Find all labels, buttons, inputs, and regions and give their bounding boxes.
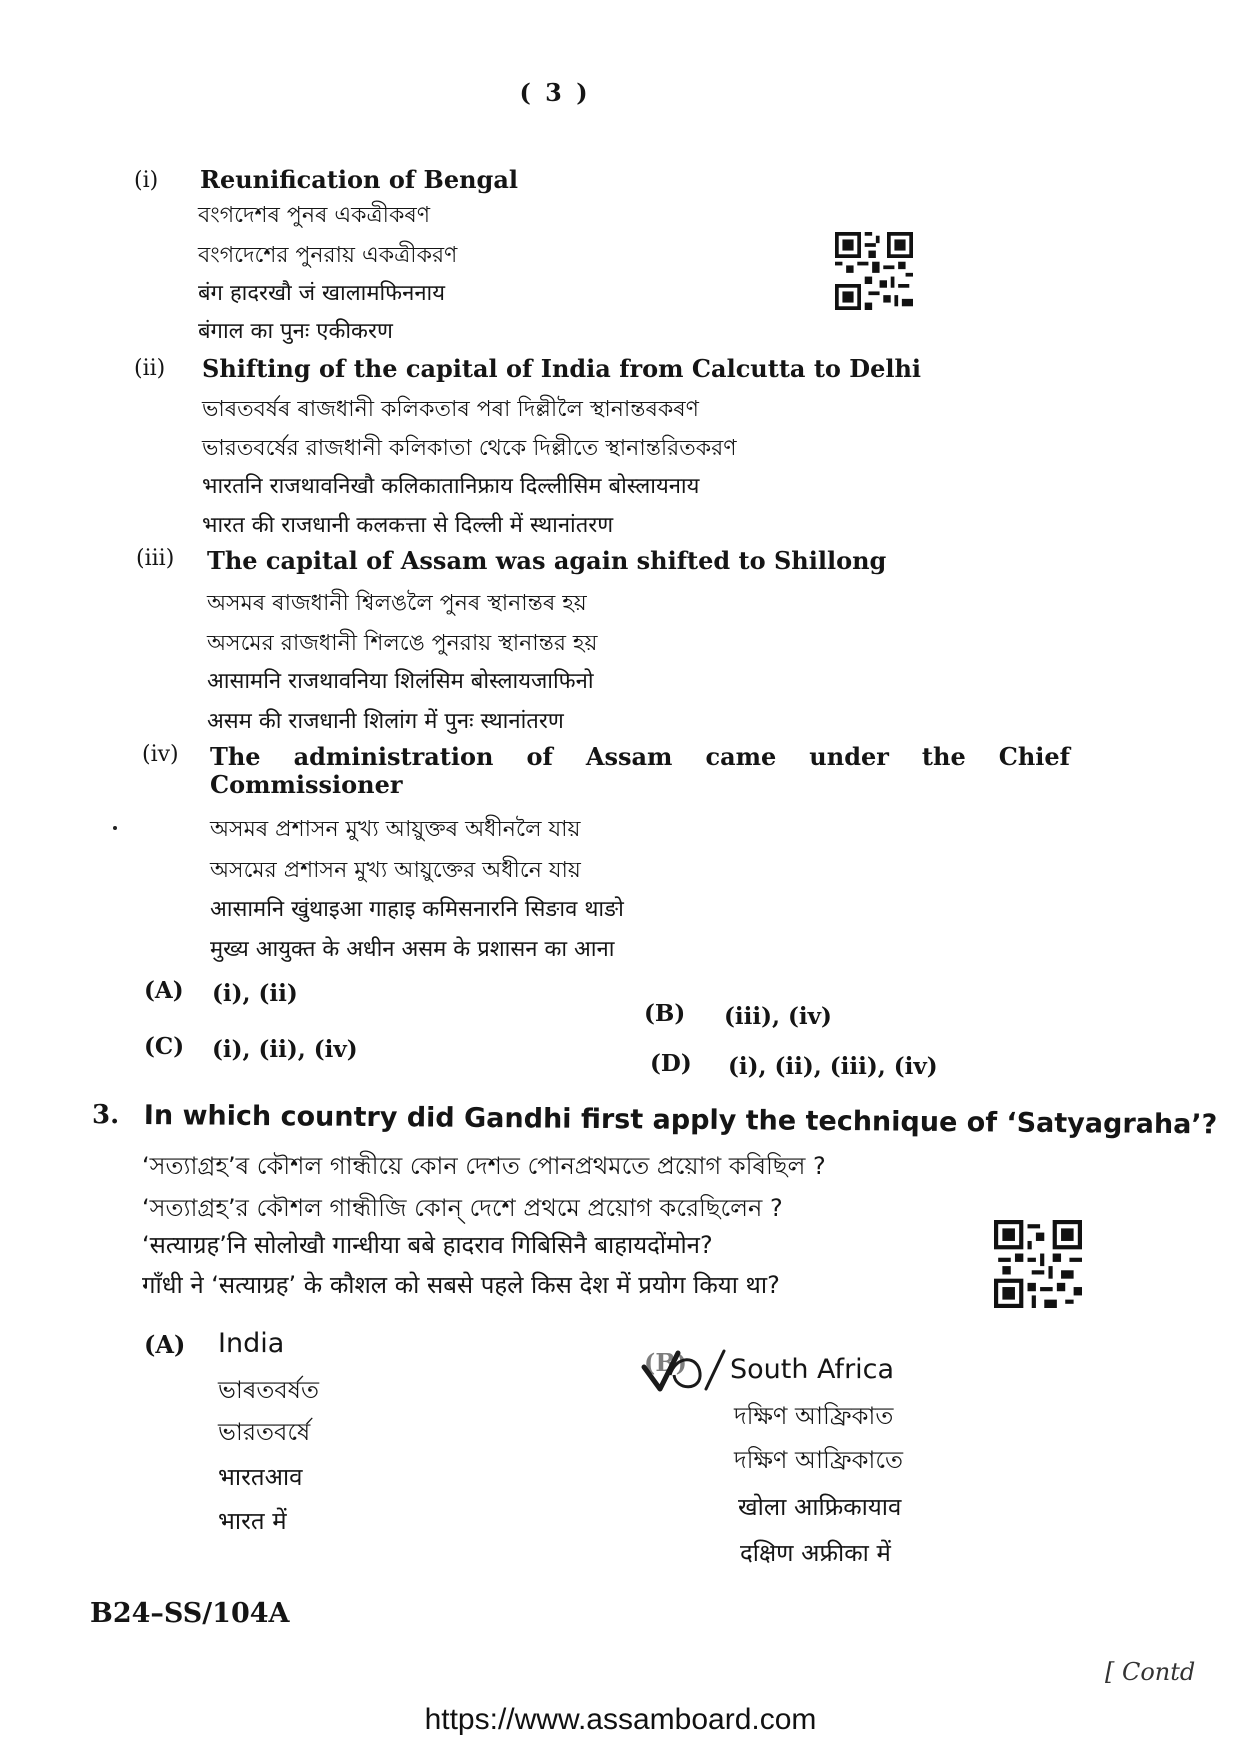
item-line: बंगाल का पुनः एकीकरण: [198, 319, 393, 344]
website-url[interactable]: https://www.assamboard.com: [424, 1703, 817, 1736]
option-text: (i), (ii), (iii), (iv): [728, 1053, 938, 1080]
item-label: (ii): [134, 356, 166, 381]
item-line: भारत की राजधानी कलकत्ता से दिल्ली में स्थानांतरण: [202, 513, 614, 538]
item-line: বংগদেশের পুনরায় একত্রীকরণ: [198, 243, 458, 268]
option-line: भारत में: [218, 1507, 287, 1535]
option-key: (D): [650, 1050, 692, 1077]
option-line: भारतआव: [218, 1463, 303, 1491]
option-line: खोला आफ्रिकायाव: [738, 1493, 902, 1521]
item-line: असम की राजधानी शिलांग में पुनः स्थानांतरण: [207, 709, 564, 734]
item-line: অসমৰ প্ৰশাসন মুখ্য আয়ুক্তৰ অধীনলৈ যায়: [210, 817, 581, 842]
option-key: (B): [644, 1348, 687, 1377]
item-label: (i): [134, 168, 159, 193]
qr-code-icon: [992, 1220, 1084, 1308]
question-line: ‘সত্যাগ্রহ’র কৌশল গান্ধীজি কোন্ দেশে প্রথমে প্রয়োগ করেছিলেন ?: [142, 1194, 783, 1222]
item-line: বংগদেশৰ পুনৰ একত্ৰীকৰণ: [198, 203, 431, 228]
question-number: 3.: [92, 1100, 120, 1130]
stray-mark: [113, 826, 117, 830]
question-english: In which country did Gandhi first apply the technique of ‘Satyagraha’?: [143, 1100, 1218, 1141]
item-line: ভারতবর্ষের রাজধানী কলিকাতা থেকে দিল্লীতে স্থানান্তরিতকরণ: [202, 436, 737, 461]
option-text: (iii), (iv): [724, 1003, 832, 1030]
option-line: দক্ষিণ আফ্ৰিকাত: [734, 1402, 894, 1430]
continued-mark: [ Contd: [1105, 1658, 1196, 1686]
option-key: (C): [144, 1033, 185, 1060]
item-english: The administration of Assam came under the Chief: [210, 742, 1070, 771]
item-english: The capital of Assam was again shifted to Shillong: [207, 546, 887, 575]
item-line: मुख्य आयुक्त के अधीन असम के प्रशासन का आना: [210, 937, 615, 962]
item-line: অসমের রাজধানী শিলঙে পুনরায় স্থানান্তর হয়: [207, 631, 598, 656]
item-line: অসমৰ ৰাজধানী শ্বিলঙলৈ পুনৰ স্থানান্তৰ হয়: [207, 591, 587, 616]
item-line: बंग हादरखौ जं खालामफिननाय: [198, 281, 446, 306]
question-line: ‘সত্যাগ্ৰহ’ৰ কৌশল গান্ধীয়ে কোন দেশত পোনপ্ৰথমতে প্ৰয়োগ কৰিছিল ?: [142, 1152, 826, 1180]
option-text: (i), (ii): [212, 980, 298, 1007]
option-text: (i), (ii), (iv): [212, 1036, 358, 1063]
item-label: (iii): [136, 546, 175, 571]
option-line: ভারতবর্ষে: [218, 1418, 311, 1446]
question-line: गाँधी ने ‘सत्याग्रह’ के कौशल को सबसे पहले किस देश में प्रयोग किया था?: [142, 1271, 780, 1299]
option-key: (A): [144, 977, 184, 1004]
option-key: (B): [644, 1000, 686, 1027]
option-english: South Africa: [730, 1354, 895, 1385]
option-line: দক্ষিণ আফ্রিকাতে: [734, 1446, 903, 1474]
item-line: অসমের প্রশাসন মুখ্য আয়ুক্তের অধীনে যায়: [210, 858, 581, 883]
paper-code: B24–SS/104A: [90, 1598, 290, 1629]
item-english: Reunification of Bengal: [200, 165, 518, 194]
item-label: (iv): [142, 742, 179, 767]
qr-code-icon: [832, 232, 916, 310]
option-line: ভাৰতবৰ্ষত: [218, 1376, 319, 1404]
option-line: दक्षिण अफ्रीका में: [740, 1539, 891, 1567]
question-line: ‘सत्याग्रह’नि सोलोखौ गान्धीया बबे हादराव गिबिसिनै बाहायदोंमोन?: [142, 1231, 713, 1259]
item-line: भारतनि राजथावनिखौ कलिकातानिफ्राय दिल्लीसिम बोस्लायनाय: [202, 474, 700, 499]
item-line: आसामनि राजथावनिया शिलंसिम बोस्लायजाफिनो: [207, 669, 594, 694]
option-english: India: [218, 1328, 285, 1359]
page-number: ( 3 ): [519, 78, 591, 107]
item-english: Shifting of the capital of India from Calcutta to Delhi: [202, 354, 922, 383]
item-line: आसामनि खुंथाइआ गाहाइ कमिसनारनि सिङाव थाङो: [210, 897, 624, 922]
item-english-cont: Commissioner: [210, 770, 403, 799]
option-key: (A): [144, 1330, 186, 1359]
item-line: ভাৰতবৰ্ষৰ ৰাজধানী কলিকতাৰ পৰা দিল্লীলৈ স্থানান্তৰকৰণ: [202, 397, 699, 422]
